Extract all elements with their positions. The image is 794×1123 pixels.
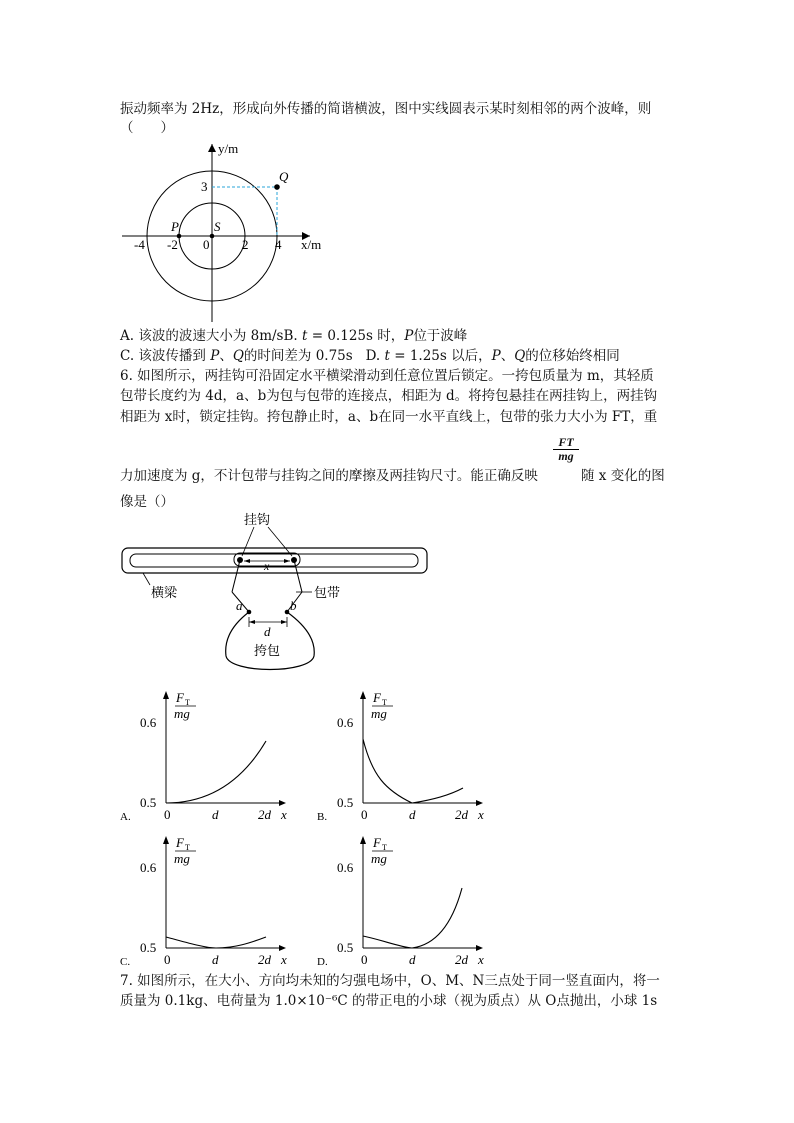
tick-2: 2 (242, 237, 249, 252)
graph-A-tick-06: 0.6 (140, 715, 157, 730)
q6-stem-line4b: 随 x 变化的图 (581, 468, 665, 484)
graph-D-xlabel: x (478, 952, 484, 965)
graph-A-y-arrow (163, 691, 169, 699)
bag-label: 挎包 (254, 643, 281, 658)
q7-stem-line1: 7. 如图所示，在大小、方向均未知的匀强电场中，O、M、N三点处于同一竖直面内，将一 (120, 973, 660, 989)
graph-C-tick-06: 0.6 (140, 860, 157, 875)
q6-stem-line1: 6. 如图所示，两挂钩可沿固定水平横梁滑动到任意位置后锁定。一挎包质量为 m，其轻质 (120, 368, 654, 384)
q6-stem-line3: 相距为 x时，锁定挂钩。挎包静止时，a、b在同一水平直线上，包带的张力大小为 FT，重 (120, 409, 658, 425)
graph-C-tick-d: d (212, 952, 219, 965)
graph-C-y-arrow (163, 836, 169, 844)
q5-options-cd (120, 347, 620, 365)
graph-A-option-label: A. (120, 811, 131, 823)
graph-B-tick-05: 0.5 (337, 795, 354, 810)
q6-stem-line5: 像是（） (120, 494, 174, 510)
ft-over-mg-fraction (553, 436, 579, 463)
graph-A-ylabel-den: mg (174, 706, 190, 721)
bag-hook-figure (118, 510, 438, 680)
graph-C-tick-2d: 2d (258, 952, 271, 965)
graph-C-tick-05: 0.5 (140, 940, 157, 955)
wave-circles-figure (118, 138, 338, 328)
graph-C-ylabel-den: mg (174, 851, 190, 866)
graph-D-option-label: D. (317, 956, 328, 965)
q5-option-d: D. t = 1.25s 以后，P、Q的位移始终相同 (365, 348, 620, 364)
graph-A-tick-0: 0 (164, 807, 171, 822)
graph-B-x-arrow (476, 800, 483, 806)
graph-A-tick-2d: 2d (258, 807, 271, 822)
q5-options-ab (120, 327, 467, 345)
point-a-label: a (236, 598, 243, 613)
tick-4: 4 (275, 237, 282, 252)
graph-C-ylabel-num: F (176, 835, 184, 850)
graph-A-xlabel: x (281, 807, 287, 822)
graph-D-ylabel-den: mg (371, 851, 387, 866)
x-dimension-label: x (264, 559, 270, 573)
graph-A-ylabel-sub: T (185, 698, 190, 707)
y-axis-label: y/m (218, 141, 239, 156)
graph-A-ylabel-num: F (176, 690, 184, 705)
graph-C-option-label: C. (120, 956, 131, 965)
hook-label: 挂钩 (244, 512, 271, 527)
graph-B-tick-d: d (409, 807, 416, 822)
point-s-label: S (214, 219, 221, 234)
graph-C-curve (166, 937, 266, 948)
fraction-numerator: FT (553, 436, 579, 450)
q5-stem-line2: （ ） (120, 120, 174, 136)
tick-0: 0 (203, 237, 210, 252)
graph-D-tick-d: d (409, 952, 416, 965)
graph-B-option-label: B. (317, 811, 328, 823)
q5-stem-line1: 振动频率为 2Hz，形成向外传播的简谐横波，图中实线圆表示某时刻相邻的两个波峰，则 (120, 101, 652, 117)
tick-neg4: -4 (134, 237, 145, 252)
graph-C-ylabel-sub: T (185, 843, 190, 852)
graph-D-tick-0: 0 (361, 952, 368, 965)
q5-option-a: A. 该波的波速大小为 8m/s (120, 328, 284, 344)
graph-B-tick-06: 0.6 (337, 715, 354, 730)
point-p-label: P (171, 219, 179, 234)
graph-C-tick-0: 0 (164, 952, 171, 965)
graph-C-x-arrow (279, 945, 286, 951)
graph-B-ylabel-num: F (373, 690, 381, 705)
graph-D-ylabel-sub: T (382, 843, 387, 852)
graph-D-y-arrow (360, 836, 366, 844)
graph-B-tick-0: 0 (361, 807, 368, 822)
x-axis-label: x/m (301, 237, 322, 252)
graph-A-curve (166, 741, 266, 803)
graph-D-x-arrow (476, 945, 483, 951)
graph-B-tick-2d: 2d (455, 807, 468, 822)
graph-D-curve (363, 888, 462, 948)
tick-neg2: -2 (167, 237, 178, 252)
d-dimension-label: d (264, 624, 271, 639)
graph-B-y-arrow (360, 691, 366, 699)
graph-D-ylabel-num: F (373, 835, 381, 850)
strap-label: 包带 (314, 585, 341, 600)
option-graphs (115, 675, 495, 965)
fraction-denominator: mg (558, 449, 574, 463)
graph-C-xlabel: x (281, 952, 287, 965)
graph-A-x-arrow (279, 800, 286, 806)
graph-B-ylabel-den: mg (371, 706, 387, 721)
q7-stem-line2: 质量为 0.1kg、电荷量为 1.0×10⁻⁶C 的带正电的小球（视为质点）从 O点抛出，小球 1s (120, 993, 658, 1009)
graph-D-tick-2d: 2d (455, 952, 468, 965)
q6-stem-line4a: 力加速度为 g，不计包带与挂钩之间的摩擦及两挂钩尺寸。能正确反映 (120, 468, 538, 484)
beam-label: 横梁 (151, 585, 178, 600)
q6-stem-line2: 包带长度约为 4d，a、b为包与包带的连接点，相距为 d。将挎包悬挂在两挂钩上，两挂钩 (120, 388, 658, 404)
graph-B-curve (363, 739, 463, 803)
graph-B-ylabel-sub: T (382, 698, 387, 707)
graph-D-tick-06: 0.6 (337, 860, 354, 875)
graph-D-tick-05: 0.5 (337, 940, 354, 955)
point-b-label: b (290, 598, 297, 613)
graph-B-xlabel: x (478, 807, 484, 822)
point-q-label: Q (279, 169, 289, 184)
tick-3: 3 (201, 179, 208, 194)
graph-A-tick-05: 0.5 (140, 795, 157, 810)
graph-A-tick-d: d (212, 807, 219, 822)
q5-option-b: B. t = 0.125s 时，P位于波峰 (283, 328, 468, 344)
q5-option-c: C. 该波传播到 P、Q的时间差为 0.75s (120, 348, 353, 364)
